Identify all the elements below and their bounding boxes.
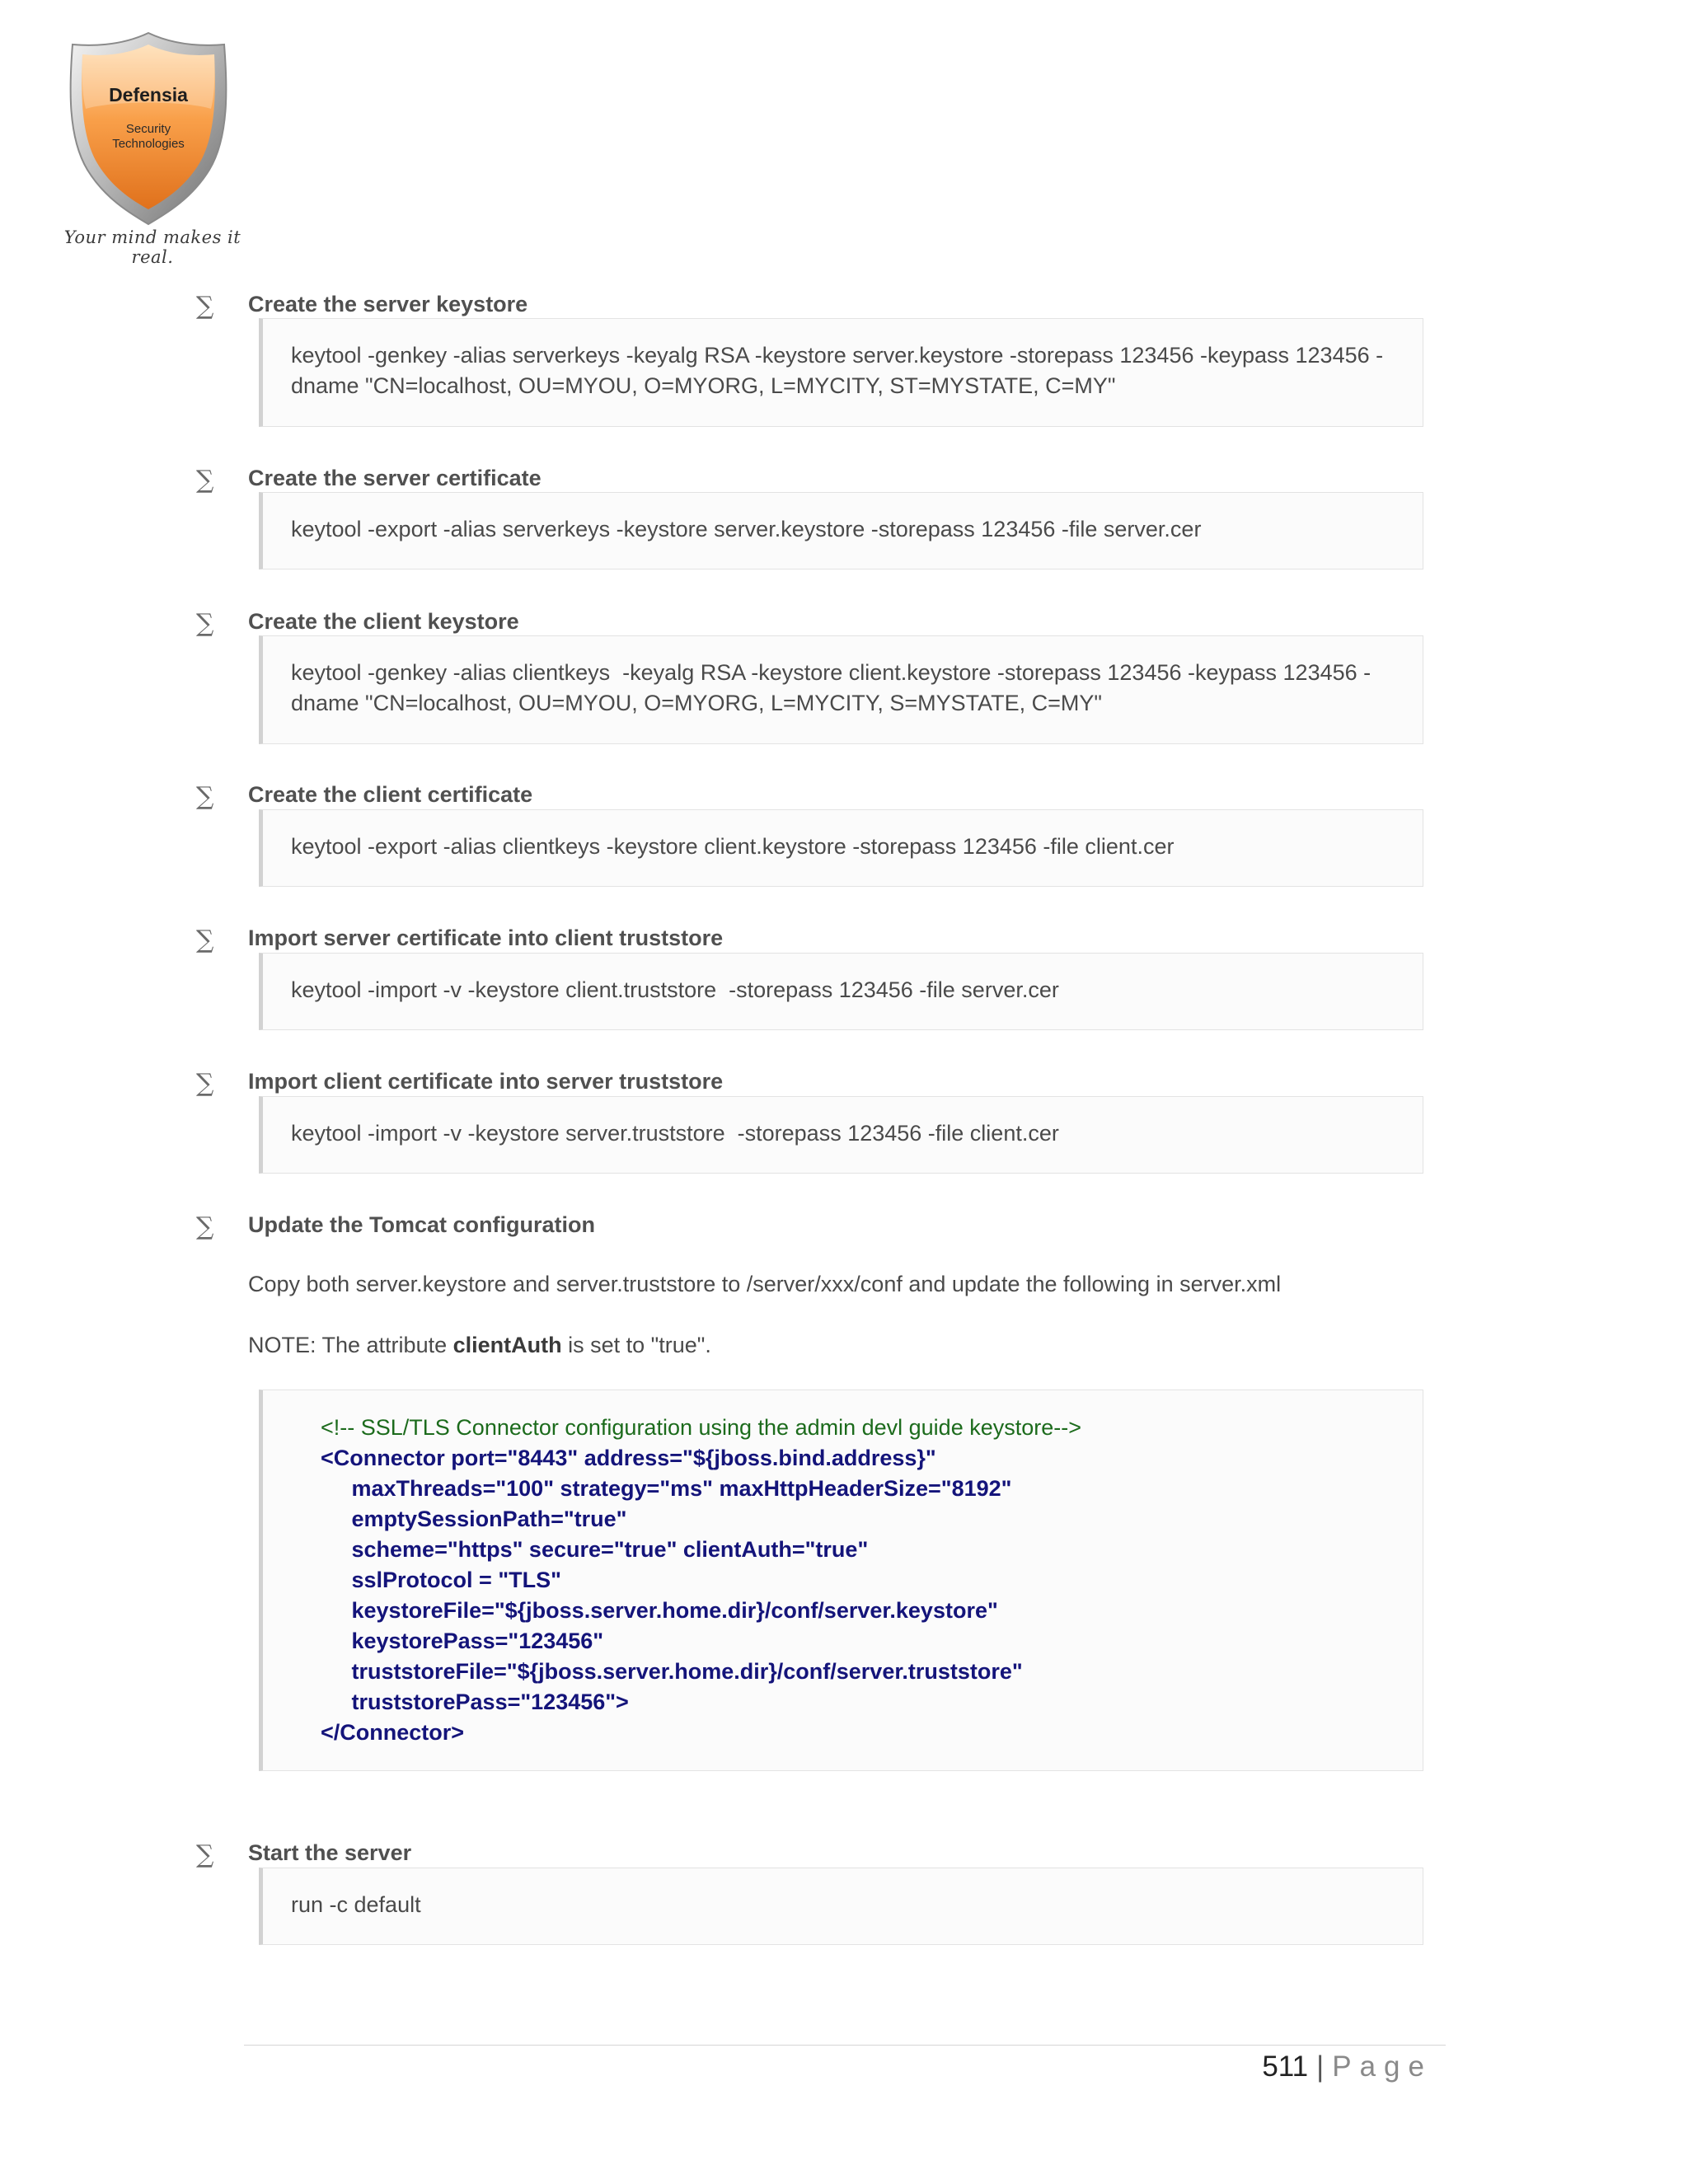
code-block xyxy=(259,1096,1423,1174)
code-line: keytool -import -v -keystore client.truststore -storepass 123456 -file server.cer xyxy=(291,977,1059,1002)
xml-code-block xyxy=(259,1390,1423,1771)
footer-divider xyxy=(244,2045,1446,2046)
step-title: Start the server xyxy=(248,1840,412,1865)
xml-line: </Connector> xyxy=(321,1720,465,1745)
page-label: Page xyxy=(1332,2050,1432,2083)
page-footer xyxy=(1262,2050,1432,2083)
logo-subtitle: Security xyxy=(125,122,171,136)
code-block xyxy=(259,318,1423,427)
sigma-bullet-icon: ∑ xyxy=(196,1069,214,1098)
code-line: dname "CN=localhost, OU=MYOU, O=MYORG, L=MYCITY, ST=MYSTATE, C=MY" xyxy=(291,373,1116,398)
xml-line: scheme="https" secure="true" clientAuth="true" xyxy=(321,1537,869,1562)
xml-line: emptySessionPath="true" xyxy=(321,1507,627,1531)
logo-subtitle: Technologies xyxy=(112,137,185,151)
step-title: Create the client keystore xyxy=(248,609,519,634)
page-number: 511 xyxy=(1262,2050,1309,2083)
sigma-bullet-icon: ∑ xyxy=(196,609,214,638)
xml-line: <Connector port="8443" address="${jboss.bind.address}" xyxy=(321,1446,936,1470)
xml-line: keystorePass="123456" xyxy=(321,1629,604,1653)
xml-line: truststorePass="123456"> xyxy=(321,1690,629,1714)
company-logo xyxy=(63,30,241,267)
code-block xyxy=(259,635,1423,744)
code-block xyxy=(259,1868,1423,1945)
code-line: keytool -genkey -alias clientkeys -keyalg RSA -keystore client.keystore -storepass 123456 -keypass 123456 - xyxy=(291,660,1372,685)
instruction-paragraph: Copy both server.keystore and server.truststore to /server/xxx/conf and update the following in server.xml xyxy=(248,1272,1282,1296)
code-block xyxy=(259,953,1423,1030)
xml-line: maxThreads="100" strategy="ms" maxHttpHeaderSize="8192" xyxy=(321,1476,1012,1501)
step-title: Import server certificate into client truststore xyxy=(248,926,724,950)
xml-line: sslProtocol = "TLS" xyxy=(321,1568,561,1592)
step-title: Import client certificate into server truststore xyxy=(248,1069,724,1094)
xml-line: truststoreFile="${jboss.server.home.dir}/conf/server.truststore" xyxy=(321,1659,1023,1684)
sigma-bullet-icon: ∑ xyxy=(196,466,214,494)
sigma-bullet-icon: ∑ xyxy=(196,782,214,811)
step-title: Update the Tomcat configuration xyxy=(248,1212,596,1237)
code-line: keytool -export -alias clientkeys -keystore client.keystore -storepass 123456 -file client.cer xyxy=(291,834,1175,859)
logo-name: Defensia xyxy=(109,84,188,105)
sigma-bullet-icon: ∑ xyxy=(196,926,214,954)
code-line: run -c default xyxy=(291,1892,421,1917)
xml-comment: <!-- SSL/TLS Connector configuration using the admin devl guide keystore--> xyxy=(321,1415,1081,1440)
code-line: dname "CN=localhost, OU=MYOU, O=MYORG, L=MYCITY, S=MYSTATE, C=MY" xyxy=(291,691,1102,715)
note-prefix: NOTE: The attribute xyxy=(248,1333,453,1357)
code-block xyxy=(259,492,1423,569)
note-suffix: is set to "true". xyxy=(561,1333,711,1357)
logo-tagline: Your mind makes it real. xyxy=(63,227,241,267)
footer-separator: | xyxy=(1316,2050,1325,2083)
xml-line: keystoreFile="${jboss.server.home.dir}/conf/server.keystore" xyxy=(321,1598,998,1623)
sigma-bullet-icon: ∑ xyxy=(196,1212,214,1241)
note-paragraph xyxy=(248,1329,711,1361)
code-line: keytool -export -alias serverkeys -keystore server.keystore -storepass 123456 -file server.cer xyxy=(291,517,1202,541)
step-title: Create the server keystore xyxy=(248,292,528,316)
sigma-bullet-icon: ∑ xyxy=(196,292,214,321)
note-attribute: clientAuth xyxy=(452,1333,562,1357)
code-line: keytool -import -v -keystore server.truststore -storepass 123456 -file client.cer xyxy=(291,1121,1059,1146)
code-line: keytool -genkey -alias serverkeys -keyalg RSA -keystore server.keystore -storepass 123456 -keypass 123456 - xyxy=(291,343,1384,368)
step-title: Create the server certificate xyxy=(248,466,542,490)
code-block xyxy=(259,809,1423,887)
step-title: Create the client certificate xyxy=(248,782,533,807)
sigma-bullet-icon: ∑ xyxy=(196,1840,214,1869)
